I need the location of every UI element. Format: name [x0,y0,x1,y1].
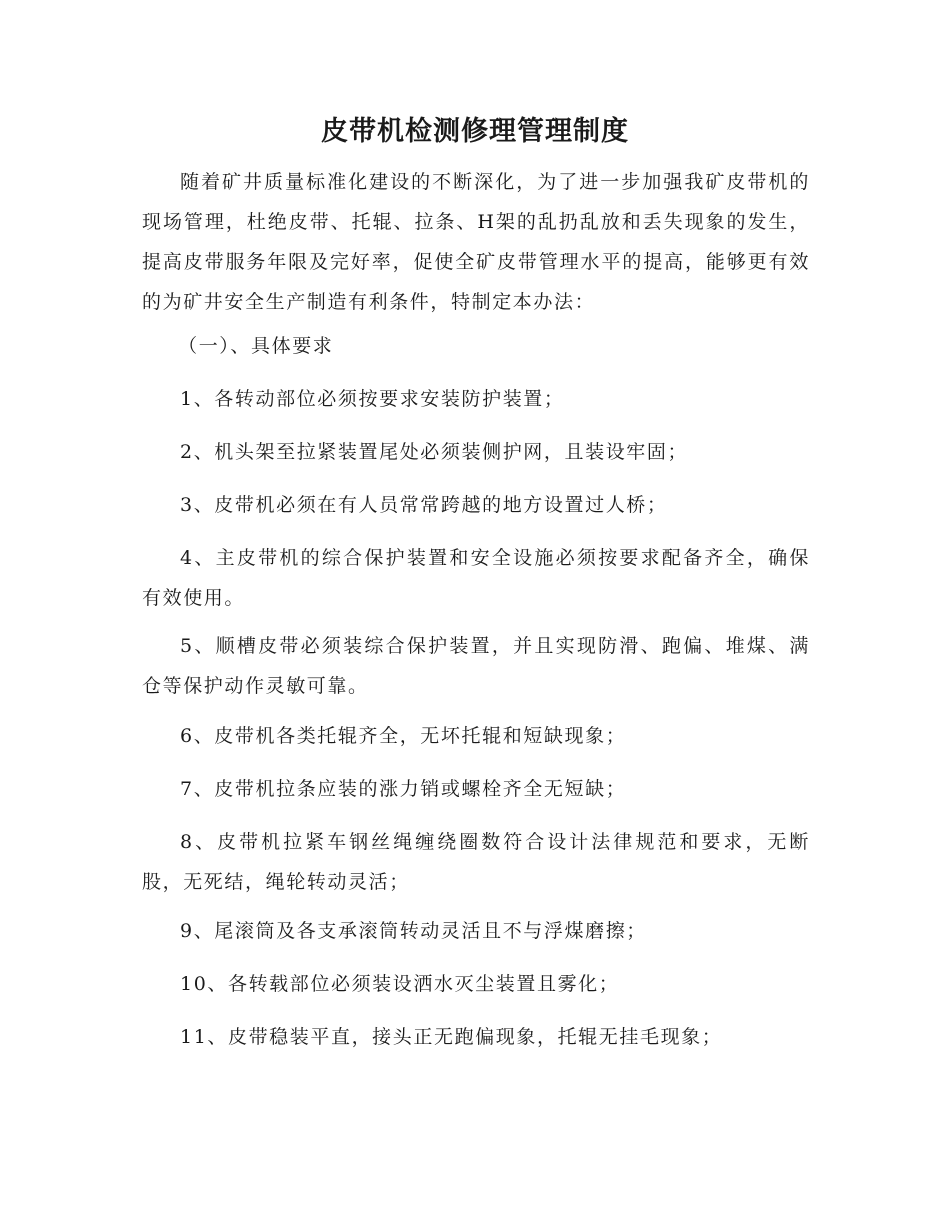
requirement-item-6: 6、皮带机各类托辊齐全，无坏托辊和短缺现象； [180,725,627,747]
document-title: 皮带机检测修理管理制度 [321,116,629,147]
requirement-item-3: 3、皮带机必须在有人员常常跨越的地方设置过人桥； [180,494,668,516]
requirement-item-10: 10、各转载部位必须装设洒水灭尘装置且雾化； [180,973,620,995]
requirement-item-1: 1、各转动部位必须按要求安装防护装置； [180,388,565,410]
requirement-item-7: 7、皮带机拉条应装的涨力销或螺栓齐全无短缺； [180,778,627,800]
requirement-item-4: 4、主皮带机的综合保护装置和安全设施必须按要求配备齐全，确保有效使用。 [142,547,810,609]
requirement-item-5: 5、顺槽皮带必须装综合保护装置，并且实现防滑、跑偏、堆煤、满仓等保护动作灵敏可靠。 [142,635,810,697]
requirement-item-8: 8、皮带机拉紧车钢丝绳缠绕圈数符合设计法律规范和要求，无断股，无死结，绳轮转动灵活； [142,831,810,893]
requirement-item-2: 2、机头架至拉紧装置尾处必须装侧护网，且装设牢固； [180,441,689,463]
requirement-item-11: 11、皮带稳装平直，接头正无跑偏现象，托辊无挂毛现象； [180,1026,723,1048]
intro-paragraph: 随着矿井质量标准化建设的不断深化，为了进一步加强我矿皮带机的现场管理，杜绝皮带、托辊、拉条、H架的乱扔乱放和丢失现象的发生，提高皮带服务年限及完好率，促使全矿皮带管理水平的提高，能够更有效的为矿井安全生产制造有利条件，特制定本办法： [142,171,810,313]
requirement-item-9: 9、尾滚筒及各支承滚筒转动灵活且不与浮煤磨擦； [180,920,647,942]
section-heading: （一）、具体要求 [178,335,334,357]
